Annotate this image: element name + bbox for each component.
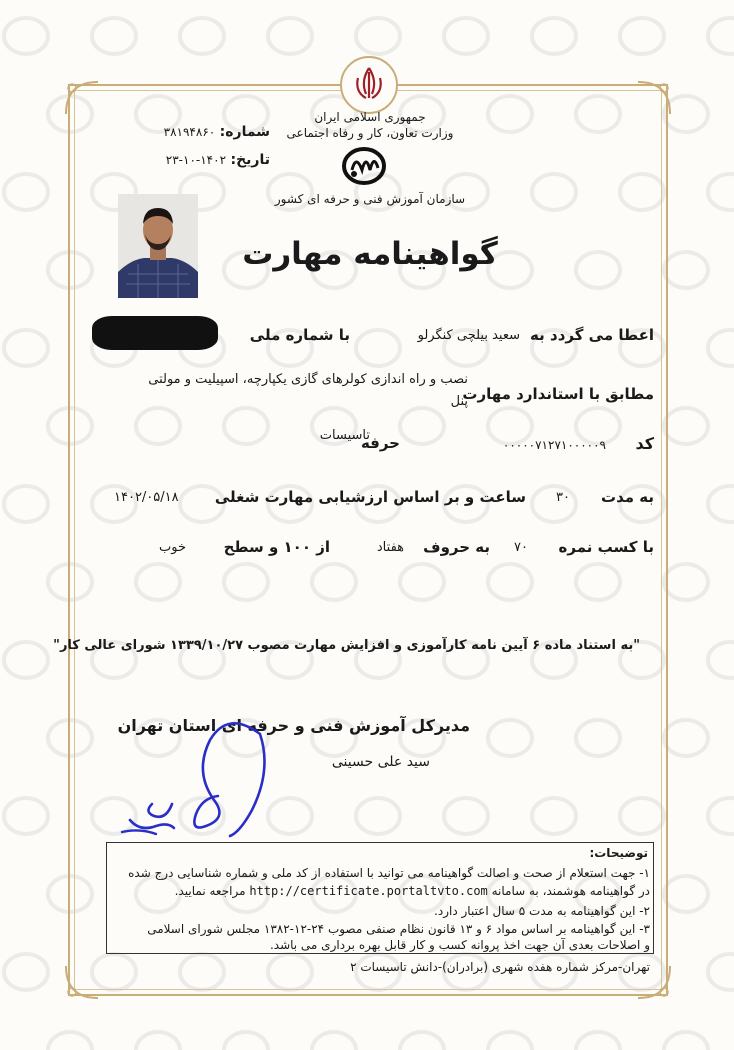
watermark-logo-icon bbox=[620, 18, 664, 54]
corner-ornament-top-left bbox=[62, 78, 102, 118]
person-portrait-icon bbox=[118, 194, 198, 298]
level-value: خوب bbox=[159, 540, 186, 555]
certificate-number bbox=[110, 124, 270, 140]
score-label: با کسب نمره bbox=[558, 538, 654, 556]
in-words-label: به حروف bbox=[423, 538, 490, 556]
issuing-center-footer: تهران-مرکز شماره هفده شهری (برادران)-دانش تاسیسات ۲ bbox=[350, 960, 650, 974]
awarded-label: اعطا می گردد به bbox=[530, 326, 654, 344]
watermark-logo-icon bbox=[664, 564, 708, 600]
national-id-label: با شماره ملی bbox=[249, 326, 350, 344]
watermark-logo-icon bbox=[708, 954, 734, 990]
emblem-badge bbox=[340, 56, 398, 114]
legal-citation: "به استناد ماده ۶ آیین نامه کارآموزی و افزایش مهارت مصوب ۱۳۳۹/۱۰/۲۷ شورای عالی کار" bbox=[53, 638, 640, 653]
watermark-logo-icon bbox=[92, 18, 136, 54]
watermark-logo-icon bbox=[4, 330, 48, 366]
number-value: ۳۸۱۹۴۸۶۰ bbox=[163, 125, 216, 139]
watermark-logo-icon bbox=[576, 1032, 620, 1050]
republic-text: جمهوری اسلامی ایران bbox=[314, 110, 426, 124]
iran-emblem-icon bbox=[342, 58, 396, 112]
watermark-logo-icon bbox=[4, 174, 48, 210]
out-of-level-label: از ۱۰۰ و سطح bbox=[223, 538, 330, 556]
certificate-title: گواهینامه مهارت bbox=[242, 236, 498, 272]
watermark-logo-icon bbox=[708, 174, 734, 210]
watermark-logo-icon bbox=[708, 798, 734, 834]
organization-text: سازمان آموزش فنی و حرفه ای کشور bbox=[274, 192, 466, 206]
watermark-logo-icon bbox=[268, 18, 312, 54]
duration-label: به مدت bbox=[601, 488, 654, 506]
handwritten-signature bbox=[110, 700, 280, 850]
watermark-logo-icon bbox=[532, 18, 576, 54]
watermark-logo-icon bbox=[180, 18, 224, 54]
watermark-logo-icon bbox=[488, 1032, 532, 1050]
in-words-value: هفتاد bbox=[376, 540, 404, 555]
corner-ornament-top-right bbox=[634, 78, 674, 118]
duration-value: ۳۰ bbox=[556, 490, 570, 505]
score-value: ۷۰ bbox=[514, 540, 528, 555]
national-id-redaction bbox=[92, 316, 218, 350]
date-label: تاریخ: bbox=[230, 152, 270, 168]
note-line-5: و اصلاحات بعدی آن جهت اخذ پروانه کسب و کار قابل بهره برداری می باشد. bbox=[269, 938, 650, 952]
date-value: ۱۴۰۲-۱۰-۲۳ bbox=[165, 153, 227, 167]
signatory-title: مدیرکل آموزش فنی و حرفه ای استان تهران bbox=[117, 716, 470, 735]
holder-name: سعید بیلچی کنگرلو bbox=[417, 328, 520, 343]
watermark-logo-icon bbox=[664, 408, 708, 444]
hours-assessment-label: ساعت و بر اساس ارزشیابی مهارت شغلی bbox=[214, 488, 526, 506]
watermark-logo-icon bbox=[4, 18, 48, 54]
watermark-logo-icon bbox=[708, 18, 734, 54]
note-line-4: ۳- این گواهینامه بر اساس مواد ۶ و ۱۳ قانون نظام صنفی مصوب ۲۴-۱۲-۱۳۸۲ مجلس شورای اسلامی bbox=[147, 922, 650, 936]
watermark-logo-icon bbox=[4, 486, 48, 522]
verification-url-link[interactable]: http://certificate.portaltvto.com bbox=[249, 884, 488, 898]
watermark-logo-icon bbox=[664, 1032, 708, 1050]
trade-value: تاسیسات bbox=[319, 428, 370, 443]
code-value: ۰۰۰۰۰۷۱۲۷۱۰۰۰۰۰۹ bbox=[502, 438, 606, 452]
watermark-logo-icon bbox=[708, 486, 734, 522]
watermark-logo-icon bbox=[708, 642, 734, 678]
note-line-2 bbox=[110, 882, 650, 900]
holder-photo bbox=[118, 194, 198, 298]
note-line-1: ۱- جهت استعلام از صحت و اصالت گواهینامه می توانید با استفاده از کد ملی و شماره شناسایی درج شده bbox=[128, 866, 650, 880]
note-line-3: ۲- این گواهینامه به مدت ۵ سال اعتبار دارد. bbox=[434, 904, 650, 918]
code-label: کد bbox=[635, 434, 654, 453]
corner-ornament-bottom-left bbox=[62, 962, 102, 1002]
watermark-logo-icon bbox=[312, 1032, 356, 1050]
watermark-logo-icon bbox=[664, 876, 708, 912]
watermark-logo-icon bbox=[664, 252, 708, 288]
watermark-logo-icon bbox=[400, 1032, 444, 1050]
number-label: شماره: bbox=[219, 124, 270, 140]
watermark-logo-icon bbox=[708, 330, 734, 366]
watermark-logo-icon bbox=[224, 1032, 268, 1050]
watermark-logo-icon bbox=[136, 1032, 180, 1050]
watermark-logo-icon bbox=[444, 18, 488, 54]
certificate-date bbox=[104, 152, 270, 168]
standard-label: مطابق با استاندارد مهارت bbox=[462, 385, 654, 403]
tvto-logo-icon bbox=[340, 146, 388, 186]
watermark-logo-icon bbox=[48, 1032, 92, 1050]
note-line-2-text-b: مراجعه نمایید. bbox=[174, 884, 246, 898]
standard-line-1: نصب و راه اندازی کولرهای گازی یکپارچه، اسپیلیت و مولتی bbox=[148, 372, 468, 387]
watermark-logo-icon bbox=[4, 642, 48, 678]
signatory-name: سید علی حسینی bbox=[331, 754, 430, 770]
watermark-logo-icon bbox=[4, 798, 48, 834]
assessment-date: ۱۴۰۲/۰۵/۱۸ bbox=[114, 490, 179, 505]
note-line-2-text-a: در گواهینامه هوشمند، به سامانه bbox=[491, 884, 650, 898]
watermark-logo-icon bbox=[4, 954, 48, 990]
standard-line-2: پنل bbox=[450, 394, 468, 409]
trade-label: حرفه bbox=[360, 434, 400, 452]
notes-heading: توضیحات: bbox=[589, 846, 648, 860]
watermark-logo-icon bbox=[664, 720, 708, 756]
watermark-logo-icon bbox=[356, 18, 400, 54]
ministry-text: وزارت تعاون، کار و رفاه اجتماعی bbox=[286, 126, 454, 140]
